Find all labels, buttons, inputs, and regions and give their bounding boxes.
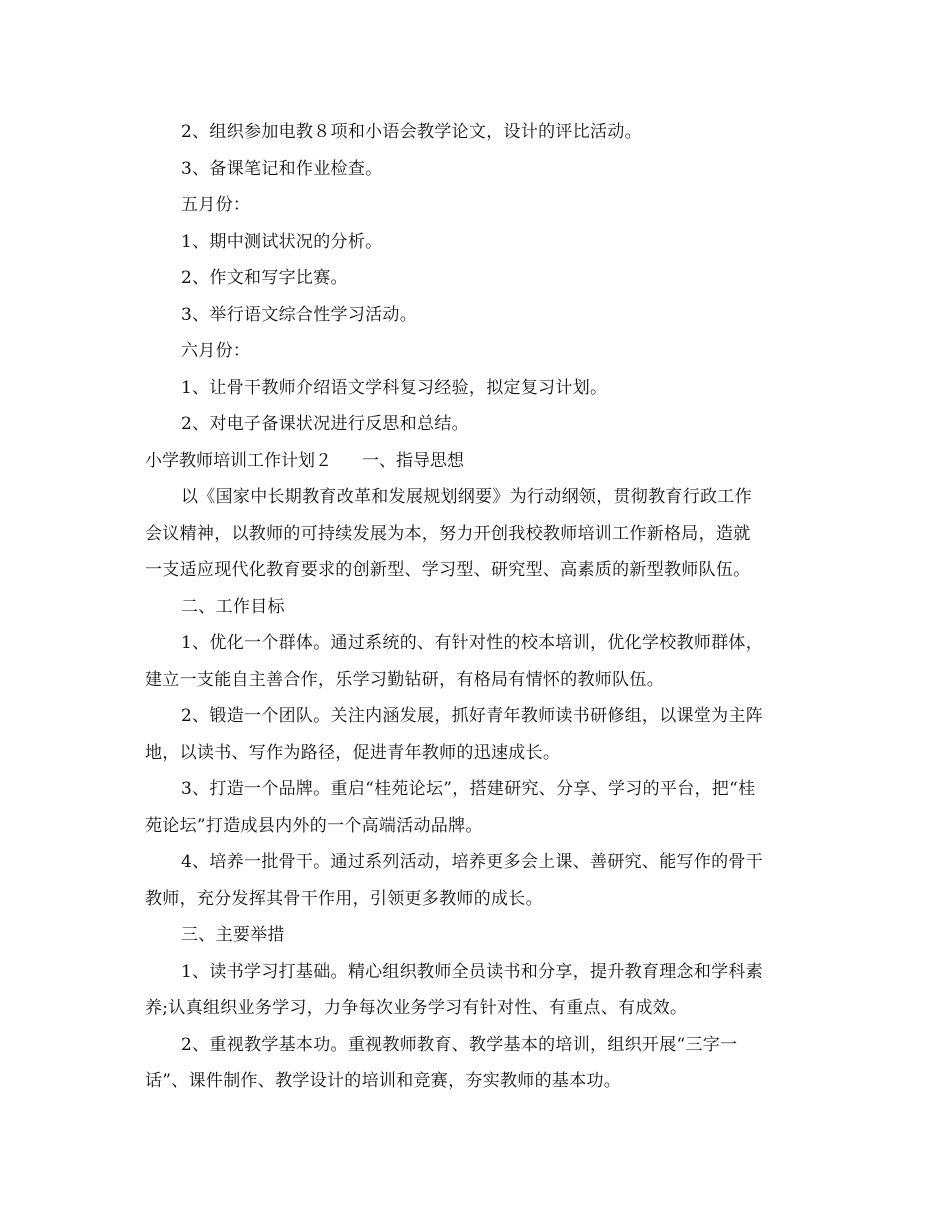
section-label: 六月份： — [181, 341, 251, 361]
paragraph-line: 2、锻造一个团队。关注内涵发展，抓好青年教师读书研修组，以课堂为主阵 — [181, 706, 764, 726]
section-label: 五月份： — [181, 195, 251, 215]
text-line: 1、期中测试状况的分析。 — [181, 231, 383, 252]
paragraph-line: 养;认真组织业务学习，力争每次业务学习有针对性、有重点、有成效。 — [145, 998, 688, 1018]
text-line: 3、举行语文综合性学习活动。 — [181, 304, 418, 325]
section-heading: 一、指导思想 — [362, 450, 464, 471]
paragraph-line: 话”、课件制作、教学设计的培训和竞赛，夯实教师的基本功。 — [145, 1071, 622, 1091]
text-line: 1、让骨干教师介绍语文学科复习经验，拟定复习计划。 — [181, 377, 608, 398]
paragraph-line: 地，以读书、写作为路径，促进青年教师的迅速成长。 — [145, 742, 561, 763]
text-line: 2、组织参加电教８项和小语会教学论文，设计的评比活动。 — [181, 122, 642, 142]
paragraph-line: 以《国家中长期教育改革和发展规划纲要》为行动纲领，贯彻教育行政工作 — [181, 487, 752, 507]
document-body — [145, 114, 807, 1100]
section-heading: 三、主要举措 — [181, 925, 285, 945]
paragraph-line: 会议精神，以教师的可持续发展为本，努力开创我校教师培训工作新格局，造就 — [145, 523, 751, 544]
paragraph-line: 2、重视教学基本功。重视教师教育、教学基本的培训，组织开展“三字一 — [181, 1034, 738, 1055]
paragraph-line: 教师，充分发挥其骨干作用，引领更多教师的成长。 — [145, 888, 543, 909]
paragraph-line: 3、打造一个品牌。重启“桂苑论坛”，搭建研究、分享、学习的平台，把“桂 — [181, 779, 756, 799]
paragraph-line: 一支适应现代化教育要求的创新型、学习型、研究型、高素质的新型教师队伍。 — [145, 560, 751, 580]
paragraph-line: 4、培养一批骨干。通过系列活动，培养更多会上课、善研究、能写作的骨干 — [181, 852, 764, 872]
plan-title: 小学教师培训工作计划２ — [145, 450, 332, 471]
section-heading: 二、工作目标 — [181, 596, 285, 617]
paragraph-line: 苑论坛”打造成县内外的一个高端活动品牌。 — [145, 815, 483, 836]
text-line: 3、备课笔记和作业检查。 — [181, 158, 383, 179]
paragraph-line: 1、优化一个群体。通过系统的、有针对性的校本培训，优化学校教师群体， — [181, 633, 764, 653]
text-line: 2、作文和写字比赛。 — [181, 268, 348, 288]
plan-title-line — [145, 443, 807, 480]
paragraph-line: 建立一支能自主善合作，乐学习勤钻研，有格局有情怀的教师队伍。 — [145, 669, 664, 690]
paragraph-line: 1、读书学习打基础。精心组织教师全员读书和分享，提升教育理念和学科素 — [181, 961, 764, 982]
text-line: 2、对电子备课状况进行反思和总结。 — [181, 414, 469, 434]
